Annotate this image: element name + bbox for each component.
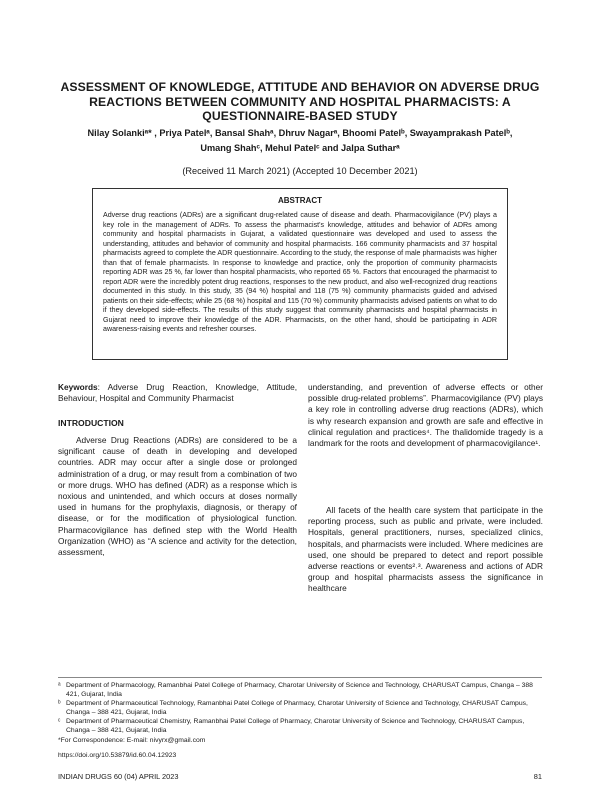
keywords [58, 382, 297, 404]
footnote-affiliation-b [58, 700, 542, 717]
abstract-box [92, 188, 508, 360]
keywords-label: Keywords [58, 382, 98, 392]
footnote-mark: ᵇ [58, 700, 61, 707]
footnote-mark: ᶜ [58, 718, 61, 725]
article-title: ASSESSMENT OF KNOWLEDGE, ATTITUDE AND BEHAVIOR ON ADVERSE DRUG REACTIONS BETWEEN COMMUNITY AND HOSPITAL PHARMACISTS: A QUESTIONNAIRE-BASED STUDY [60, 80, 540, 123]
footnote-text: Department of Pharmaceutical Technology, Ramanbhai Patel College of Pharmacy, Charotar University of Science and Technology, CHARUSAT Campus, Changa – 388 421, Gujarat, India [66, 700, 528, 716]
doi-link[interactable]: https://doi.org/10.53879/id.60.04.12923 [58, 752, 177, 759]
intro-paragraph: Adverse Drug Reactions (ADRs) are considered to be a significant cause of death in developing and developed countries. ADR may occur after a single dose or prolonged administration of a drug, or may result from a combination of two or more drugs. WHO has defined (ADR) as a response which is noxious and unintended, and which occurs at doses normally used in humans for the prophylaxis, diagnosis, or therapy of disease, or for the modification of physiological function. Pharmacovigilance has defined step with the World Health Organization (WHO) as “A science and activity for the detection, assessment, [58, 435, 297, 558]
abstract-heading: ABSTRACT [278, 196, 322, 205]
abstract-text: Adverse drug reactions (ADRs) are a significant drug-related cause of disease and death. Pharmacovigilance (PV) plays a key role in the management of ADRs. To assess the pharmacist's knowledge, attitudes and behavior of ADRs among community and hospital pharmacists in Gujarat, a validated questionnaire was developed and used to assess the understanding, attitudes and behavior of community and hospital pharmacists. 166 community pharmacists and 37 hospital pharmacists agreed to complete the ADR questionnaire. According to the study, the response of male pharmacists was higher than that of female pharmacists. In response to knowledge and practice, only the proportion of community pharmacists reporting ADR was 25 %, far lower than hospital pharmacists, who reported 65 %. Factors that encouraged the pharmacist to report ADR were the incredibly potent drug reactions, responses to the new product, and also well-recognized drug reactions documented in this study. In this study, 35 (94 %) hospital and 118 (75 %) community pharmacists guided and advised patients on their side-effects; while 25 (68 %) hospital and 115 (70 %) community pharmacists advised patients on what to do if they developed side-effects. The results of this study suggest that community pharmacists and hospital pharmacists in Gujarat need to improve their knowledge of the ADR. Pharmacists, on the other hand, should be participating in ADR awareness-raising events and refresher courses. [103, 211, 497, 333]
footnote-affiliation-c [58, 718, 542, 735]
right-paragraph-2-text: All facets of the health care system that participate in the reporting process, such as public and private, were included. Hospitals, general practitioners, nurses, specialized clinics, hospitals, and pharmacists were included. Where medicines are used, one should be prepared to detect and report possible adverse reactions or events²˒³. Awareness and actions of ADR group and hospital pharmacists assess the significance in healthcare [308, 505, 543, 594]
authors-line-2: Umang Shahᶜ, Mehul Patelᶜ and Jalpa Sutharᵃ [200, 143, 400, 153]
authors-line-1: Nilay Solankiᵃ* , Priya Patelᵃ, Bansal Shahᵃ, Dhruv Nagarᵃ, Bhoomi Patelᵇ, Swayamprakash Patelᵇ, [87, 128, 513, 138]
author-list [60, 126, 540, 156]
right-column-paragraph-1: understanding, and prevention of adverse effects or other possible drug-related problems”. Pharmacovigilance (PV) plays a key role in controlling adverse drug reactions (ADRs), which is why research expansion and growth are safe and effective in clinical regulation and practices⁴. The thalidomide tragedy is a landmark for the roots and development of pharmacovigilance¹. [308, 382, 543, 449]
footnote-divider [58, 677, 542, 678]
intro-column-left [58, 435, 297, 558]
footnote-text: Department of Pharmaceutical Chemistry, Ramanbhai Patel College of Pharmacy, Charotar University of Science and Technology, CHARUSAT Campus, Changa – 388 421, Gujarat, India [66, 718, 525, 734]
keywords-text: : Adverse Drug Reaction, Knowledge, Attitude, Behaviour, Hospital and Community Pharmacist [58, 382, 297, 404]
page-number: 81 [533, 772, 542, 781]
section-heading-introduction: INTRODUCTION [58, 418, 124, 428]
footnote-affiliation-a [58, 682, 542, 699]
right-column-paragraph-2 [308, 505, 543, 595]
correspondence-email: *For Correspondence: E-mail: nivyrx@gmail.com [58, 737, 206, 744]
journal-footer: INDIAN DRUGS 60 (04) APRIL 2023 [58, 772, 179, 781]
received-dates: (Received 11 March 2021) (Accepted 10 December 2021) [182, 166, 418, 176]
footnote-mark: ᵃ [58, 682, 61, 689]
footnote-text: Department of Pharmacology, Ramanbhai Patel College of Pharmacy, Charotar University of Science and Technology, CHARUSAT Campus, Changa – 388 421, Gujarat, India [66, 682, 533, 698]
